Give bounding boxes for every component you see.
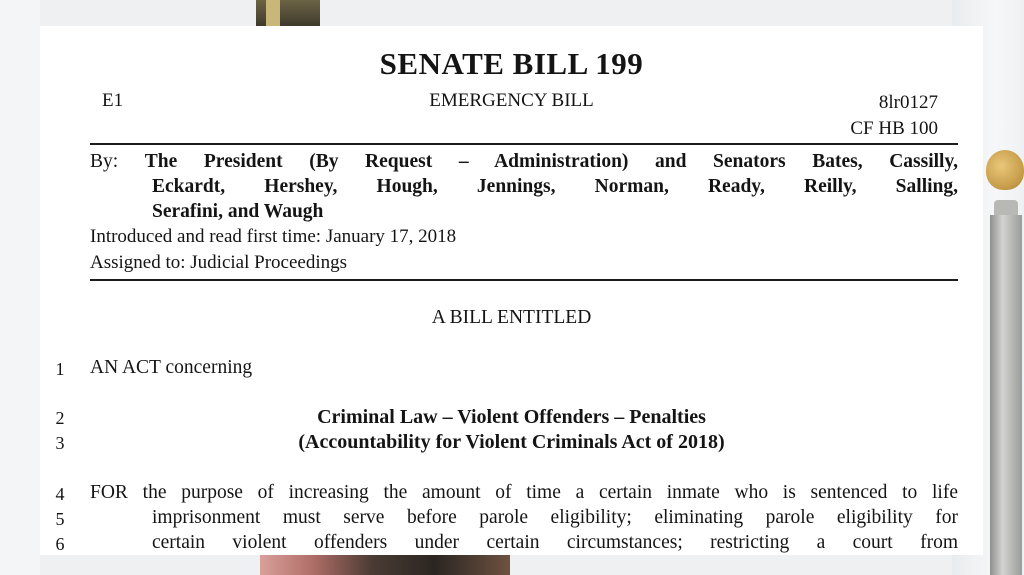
flagpole <box>990 215 1022 575</box>
act-concerning: AN ACT concerning <box>90 357 253 378</box>
sponsors-block <box>90 149 958 224</box>
bill-entitled-heading: A BILL ENTITLED <box>431 307 592 328</box>
bill-type: EMERGENCY BILL <box>429 90 594 111</box>
bill-codes-right <box>850 90 938 142</box>
line-number: 2 <box>55 408 65 428</box>
line-number: 4 <box>55 484 65 504</box>
sponsor-names: The President (By Request – Administration) and Senators Bates, Cassilly, <box>144 151 959 172</box>
line-number: 3 <box>55 433 65 453</box>
background-image-fragment <box>256 0 320 26</box>
bill-subject: Criminal Law – Violent Offenders – Penalties <box>317 406 706 428</box>
flagpole-finial <box>986 150 1024 190</box>
bill-file-code: 8lr0127 <box>878 92 938 113</box>
bill-title: SENATE BILL 199 <box>379 46 644 81</box>
purpose-paragraph-line: FOR the purpose of increasing the amount of time a certain inmate who is sentenced to life <box>90 482 958 503</box>
background-left <box>0 0 40 575</box>
background-bottom-fragment <box>260 555 510 575</box>
section-divider <box>90 279 958 281</box>
bill-code-left: E1 <box>102 90 124 111</box>
cross-file-code: CF HB 100 <box>850 118 938 139</box>
sponsor-line <box>90 149 958 174</box>
sponsor-prefix: By: <box>90 151 119 172</box>
purpose-paragraph-line: imprisonment must serve before parole eligibility; eliminating parole eligibility for <box>152 507 958 528</box>
header-divider <box>90 143 958 145</box>
line-number: 5 <box>55 509 65 529</box>
line-number: 6 <box>55 534 65 554</box>
purpose-paragraph-line: certain violent offenders under certain circumstances; restricting a court from <box>152 532 958 553</box>
line-number: 1 <box>55 359 65 379</box>
committee-assignment: Assigned to: Judicial Proceedings <box>90 252 347 273</box>
sponsor-line: Serafini, and Waugh <box>152 201 324 222</box>
bill-page <box>40 26 983 555</box>
bill-short-title: (Accountability for Violent Criminals Act of 2018) <box>298 431 725 453</box>
introduced-date: Introduced and read first time: January 17, 2018 <box>90 226 457 247</box>
sponsor-line: Eckardt, Hershey, Hough, Jennings, Norman, Ready, Reilly, Salling, <box>152 176 958 197</box>
